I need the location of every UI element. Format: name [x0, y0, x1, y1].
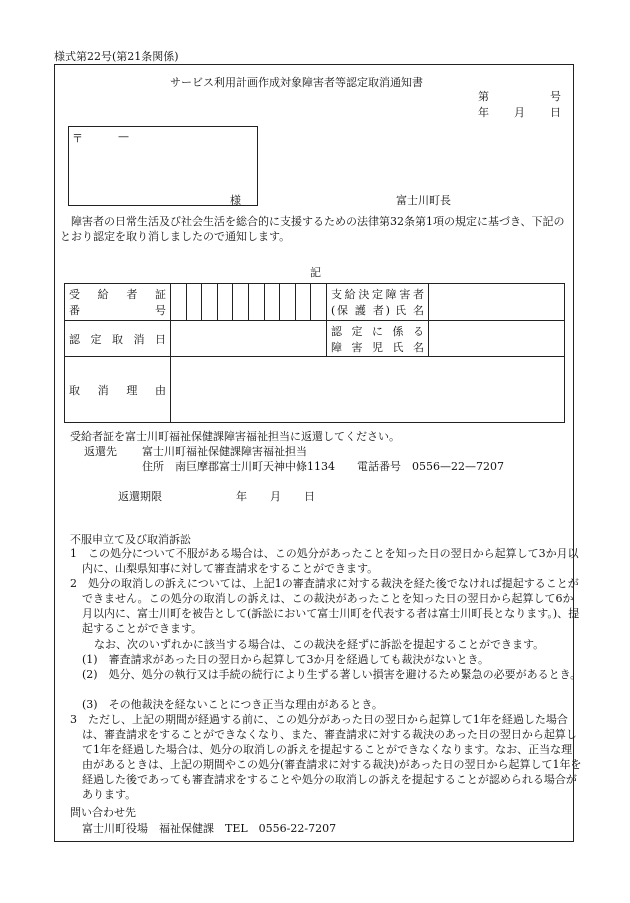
guardian-name-label: 支給決定障害者 (保 護 者) 氏 名 — [327, 284, 429, 321]
appeal-para-2b: なお、次のいずれかに該当する場合は、この裁決を経ずに訴訟を提起することができます。 — [94, 638, 545, 651]
appeal-para-3: 3 ただし、上記の期間が経過する前に、この処分があった日の翌日から起算して1年を経過した場合は、審査請求をすることができなくなり、また、審査請求に対する裁決のあった日の翌日から起算して1年を経過した場合は、処分の取消しの訴えを提起することができなくなります。なお、正当な理由があるときは、上記の期間やこの処分(審査請求に対する裁決)があった日の翌日から起算して1年を経過した後であっても審査請求をすることや処分の取消しの訴えを提起することが認められる場合があります。 — [70, 713, 582, 801]
appeal-para-2: 2 処分の取消しの訴えについては、上記1の審査請求に対する裁決を経た後でなければ提起することができません。この処分の取消しの訴えは、この裁決があったことを知った日の翌日から起算して6か月以内に、富士川町を被告として(訴訟において富士川町を代表する者は富士川町長となります。)、提起することができます。 — [70, 577, 580, 635]
return-notice: 受給者証を富士川町福祉保健課障害福祉担当に返還してください。 — [70, 430, 400, 443]
postal-dash: — — [118, 130, 129, 143]
appeal-item-1: (1) 審査請求があった日の翌日から起算して3か月を経過しても裁決がないとき。 — [82, 653, 490, 666]
date-month: 月 — [514, 106, 525, 119]
doc-no-dai: 第 — [478, 90, 489, 103]
postal-mark: 〒 — [72, 132, 83, 145]
recipient-no-label: 受 給 者 証 番 号 — [65, 284, 171, 321]
appeal-item-2: (2) 処分、処分の執行又は手続の続行により生ずる著しい損害を避けるため緊急の必要があるとき。 — [82, 668, 582, 681]
date-year: 年 — [478, 106, 489, 119]
appeal-item-3: (3) その他裁決を経ないことにつき正当な理由があるとき。 — [82, 698, 383, 711]
guardian-name-field[interactable] — [429, 284, 565, 321]
intro-text: 障害者の日常生活及び社会生活を総合的に支援するための法律第32条第1項の規定に基づき、下記のとおり認定を取り消しましたので通知します。 — [60, 215, 565, 243]
child-name-field[interactable] — [429, 321, 565, 357]
return-address: 住所 南巨摩郡富士川町天神中條1134 電話番号 0556—22—7207 — [142, 460, 504, 473]
doc-no-go: 号 — [550, 90, 561, 103]
appeal-heading: 不服申立て及び取消訴訟 — [70, 533, 191, 546]
recipient-no-field[interactable] — [171, 284, 327, 321]
date-day: 日 — [550, 106, 561, 119]
ki-heading: 記 — [310, 266, 321, 279]
child-name-label: 認 定 に 係 る 障 害 児 氏 名 — [327, 321, 429, 357]
deadline-month: 月 — [270, 490, 281, 503]
return-dest-label: 返還先 — [84, 445, 117, 458]
cancel-date-label: 認 定 取 消 日 — [65, 321, 171, 357]
document-title: サービス利用計画作成対象障害者等認定取消通知書 — [170, 76, 423, 89]
deadline-day: 日 — [304, 490, 315, 503]
contact-label: 問い合わせ先 — [70, 806, 136, 819]
return-dest: 富士川町福祉保健課障害福祉担当 — [142, 445, 307, 458]
sender-name: 富士川町長 — [396, 194, 451, 207]
cancel-reason-label: 取 消 理 由 — [65, 357, 171, 423]
cancel-reason-field[interactable] — [171, 357, 565, 423]
appeal-para-1: 1 この処分について不服がある場合は、この処分があったことを知った日の翌日から起算して3か月以内に、山梨県知事に対して審査請求をすることができます。 — [70, 547, 579, 575]
info-table — [64, 283, 565, 423]
cancel-date-field[interactable] — [171, 321, 327, 357]
contact-line: 富士川町役場 福祉保健課 TEL 0556-22-7207 — [82, 822, 337, 835]
deadline-year: 年 — [236, 490, 247, 503]
honorific-sama: 様 — [230, 194, 241, 207]
return-deadline-label: 返還期限 — [118, 490, 162, 503]
form-number: 様式第22号(第21条関係) — [54, 50, 179, 63]
